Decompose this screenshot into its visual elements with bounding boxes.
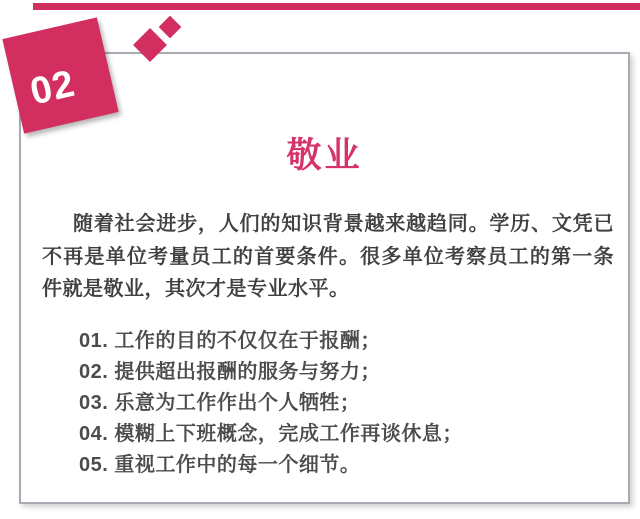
content-card [19,52,630,504]
list-item: 03. 乐意为工作作出个人牺牲； [79,391,361,414]
diamond-small-icon [159,16,182,39]
list-item: 02. 提供超出报酬的服务与努力； [79,360,381,383]
list-item: 01. 工作的目的不仅仅在于报酬； [79,329,381,352]
work-ethic-list [21,326,628,481]
badge-number: 02 [26,62,80,114]
list-item: 05. 重视工作中的每一个细节。 [79,453,361,476]
intro-paragraph: 随着社会进步，人们的知识背景越来越趋同。学历、文凭已不再是单位考量员工的首要条件。很多单位考察员工的第一条件就是敬业，其次才是专业水平。 [42,213,614,300]
page-title: 敬业 [286,136,363,175]
top-accent-ribbon [33,3,640,10]
list-item: 04. 模糊上下班概念，完成工作再谈休息； [79,422,463,445]
